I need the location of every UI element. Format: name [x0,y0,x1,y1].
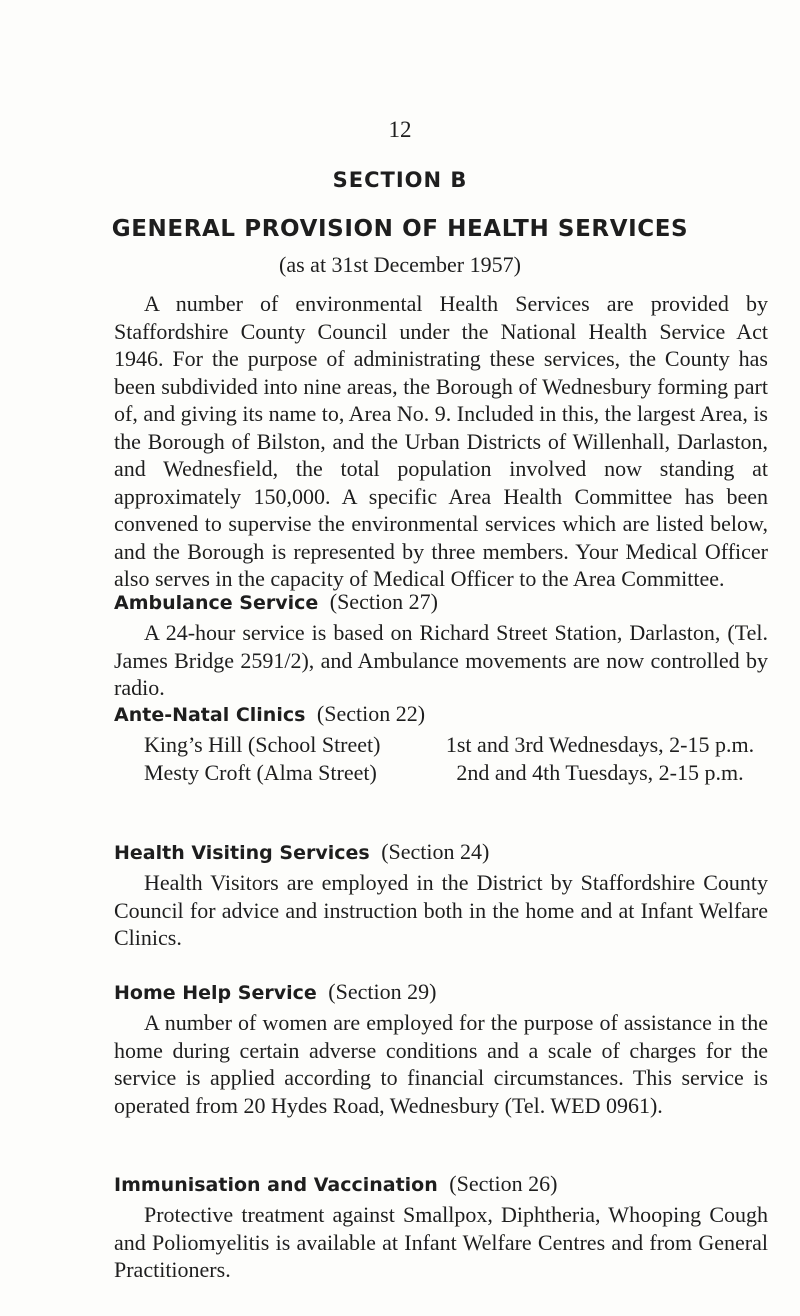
subtitle: (as at 31st December 1957) [279,252,521,277]
ambulance-text: A 24-hour service is based on Richard Street Station, Darlaston, (Tel. James Bridge 2591/2), and Ambulance movements are now controlled by radio. [114,620,768,700]
intro-paragraph: A number of environmental Health Services are provided by Staffordshire County Council under the National Health Service Act 1946. For the purpose of administrating these services, the County has been subdivided into nine areas, the Borough of Wednesbury forming part of, and giving its name to, Area No. 9. Included in this, the largest Area, is the Borough of Bilston, and the Urban Districts of Willenhall, Darlaston, and Wednesfield, the total population involved now standing at approximately 150,000. A specific Area Health Committee has been convened to supervise the environmental services which are listed below, and the Borough is represented by three members. Your Medical Officer also serves in the capacity of Medical Officer to the Area Committee. [114,291,768,591]
section-title: SECTION B [332,168,468,192]
ambulance-section-ref: (Section 27) [329,589,438,614]
health-visiting-section [114,838,768,952]
immunisation-section-ref: (Section 26) [449,1171,558,1196]
antenatal-heading [114,700,768,729]
page-number: 12 [388,117,412,142]
home-help-section-ref: (Section 29) [328,979,437,1004]
antenatal-section-ref: (Section 22) [316,701,426,726]
health-visiting-section-ref: (Section 24) [381,839,490,864]
clinic-times: 1st and 3rd Wednesdays, 2-15 p.m. [445,732,755,757]
clinic-place: King’s Hill (School Street) [144,732,381,757]
immunisation-heading [114,1170,768,1199]
home-help-text: A number of women are employed for the purpose of assistance in the home during certain adverse conditions and a scale of charges for the service is applied according to financial circumstances. This service is operated from 20 Hydes Road, Wednesbury (Tel. WED 0961). [114,1010,768,1118]
health-visiting-heading-title: Health Visiting Services [114,842,370,864]
immunisation-section [114,1170,768,1284]
home-help-section [114,978,768,1119]
immunisation-text: Protective treatment against Smallpox, Diphtheria, Whooping Cough and Poliomyelitis is available at Infant Welfare Centres and from General Practitioners. [114,1202,768,1282]
clinic-place: Mesty Croft (Alma Street) [144,759,377,785]
health-visiting-text: Health Visitors are employed in the District by Staffordshire County Council for advice and instruction both in the home and at Infant Welfare Clinics. [114,870,768,950]
ambulance-heading [114,588,768,617]
antenatal-heading-title: Ante-Natal Clinics [114,704,306,726]
home-help-heading-title: Home Help Service [114,982,317,1004]
clinic-row [114,759,768,787]
home-help-heading [114,978,768,1007]
main-title: GENERAL PROVISION OF HEALTH SERVICES [111,216,689,242]
ambulance-heading-title: Ambulance Service [114,592,319,614]
clinic-times: 2nd and 4th Tuesdays, 2-15 p.m. [456,759,744,785]
clinic-row [114,731,768,759]
immunisation-heading-title: Immunisation and Vaccination [114,1174,438,1196]
ambulance-section [114,588,768,702]
health-visiting-heading [114,838,768,867]
antenatal-section [114,700,768,786]
